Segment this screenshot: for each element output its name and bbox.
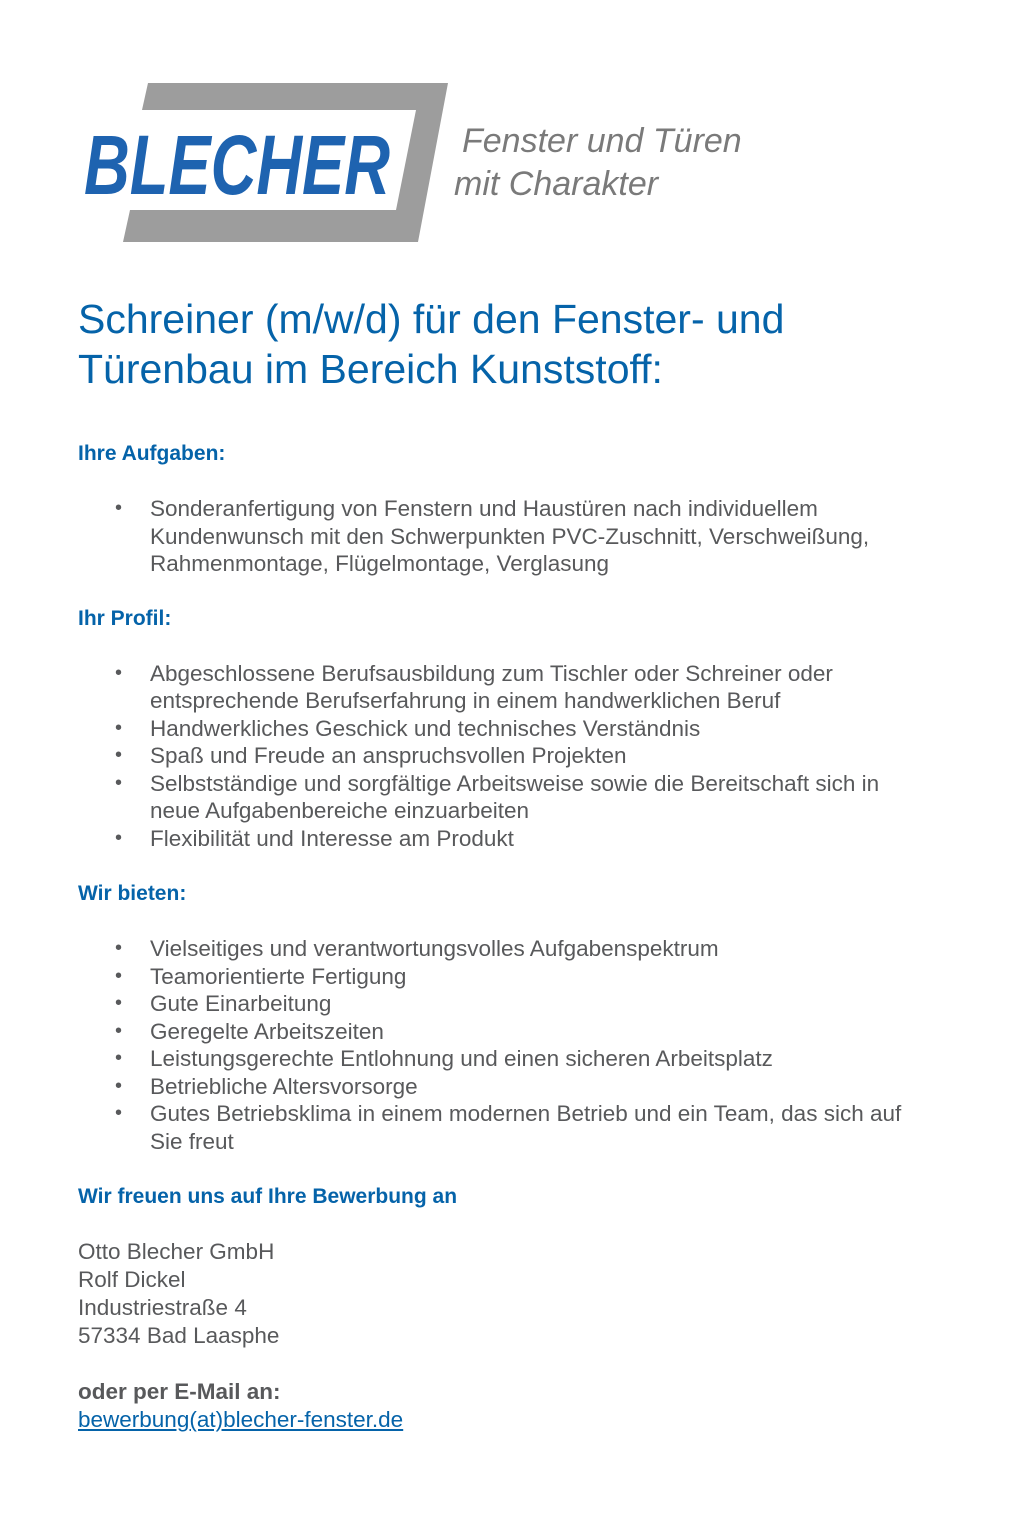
list-item-line: Vielseitiges und verantwortungsvolles Aufgabenspektrum <box>150 936 719 961</box>
list-item-line: Kundenwunsch mit den Schwerpunkten PVC-Zuschnitt, Verschweißung, <box>150 523 870 549</box>
page-title <box>78 294 968 394</box>
offer-list <box>78 935 968 1155</box>
logo-tagline-line2: mit Charakter <box>454 165 659 203</box>
list-item-line: Leistungsgerechte Entlohnung und einen sicheren Arbeitsplatz <box>150 1046 773 1071</box>
bullet-icon: • <box>115 771 123 794</box>
bullet-icon: • <box>115 1074 123 1097</box>
list-item-line: Gute Einarbeitung <box>150 991 332 1016</box>
bullet-icon: • <box>115 937 123 959</box>
list-item-line: Selbstständige und sorgfältige Arbeitsweise sowie die Bereitschaft sich in <box>150 770 880 796</box>
list-item-line: Gutes Betriebsklima in einem modernen Betrieb und ein Team, das sich auf <box>150 1101 902 1126</box>
bullet-icon: • <box>115 497 123 519</box>
bullet-icon: • <box>115 826 123 849</box>
list-item <box>115 990 968 1018</box>
job-posting <box>78 294 968 1434</box>
list-item-line: Geregelte Arbeitszeiten <box>150 1018 384 1044</box>
bullet-icon: • <box>115 1102 123 1124</box>
logo-graphic <box>78 80 778 250</box>
company-logo <box>78 80 778 250</box>
address-city: 57334 Bad Laasphe <box>78 1323 280 1348</box>
list-item <box>115 1018 968 1046</box>
list-item-line: neue Aufgabenbereiche einzuarbeiten <box>150 798 530 823</box>
list-item <box>115 963 968 991</box>
list-item-line: Handwerkliches Geschick und technisches Verständnis <box>150 715 701 741</box>
email-link[interactable]: bewerbung(at)blecher-fenster.de <box>78 1407 404 1432</box>
list-item <box>115 935 968 963</box>
list-item-line: Spaß und Freude an anspruchsvollen Projekten <box>150 743 627 768</box>
logo-tagline-line1: Fenster und Türen <box>462 122 742 160</box>
bullet-icon: • <box>115 964 123 987</box>
logo-brand-text: BLECHER <box>84 118 391 212</box>
bullet-icon: • <box>115 661 123 684</box>
bullet-icon: • <box>115 744 123 766</box>
list-item <box>115 825 968 853</box>
bullet-icon: • <box>115 992 123 1014</box>
list-item-line: Flexibilität und Interesse am Produkt <box>150 825 514 851</box>
postal-address <box>78 1238 968 1350</box>
address-contact: Rolf Dickel <box>78 1267 186 1292</box>
profile-heading: Ihr Profil: <box>78 606 172 630</box>
list-item-line: entsprechende Berufserfahrung in einem handwerklichen Beruf <box>150 688 781 713</box>
email-label: oder per E-Mail an: <box>78 1379 281 1404</box>
list-item <box>115 1045 968 1073</box>
list-item <box>115 495 968 578</box>
apply-heading: Wir freuen uns auf Ihre Bewerbung an <box>78 1185 458 1208</box>
list-item <box>115 770 968 825</box>
list-item-line: Rahmenmontage, Flügelmontage, Verglasung <box>150 551 610 576</box>
list-item-line: Betriebliche Altersvorsorge <box>150 1073 418 1099</box>
list-item-line: Sie freut <box>150 1128 234 1154</box>
title-line-1: Schreiner (m/w/d) für den Fenster- und <box>78 296 785 342</box>
list-item-line: Sonderanfertigung von Fenstern und Haustüren nach individuellem <box>150 496 818 521</box>
offer-heading: Wir bieten: <box>78 882 187 905</box>
bullet-icon: • <box>115 1019 123 1042</box>
address-company: Otto Blecher GmbH <box>78 1239 275 1264</box>
title-line-2: Türenbau im Bereich Kunststoff: <box>78 346 663 392</box>
profile-list <box>78 660 968 853</box>
address-street: Industriestraße 4 <box>78 1295 247 1320</box>
list-item <box>115 742 968 770</box>
bullet-icon: • <box>115 716 123 739</box>
tasks-list <box>78 495 968 578</box>
bullet-icon: • <box>115 1047 123 1069</box>
list-item-line: Teamorientierte Fertigung <box>150 963 407 989</box>
list-item <box>115 1073 968 1101</box>
list-item-line: Abgeschlossene Berufsausbildung zum Tischler oder Schreiner oder <box>150 660 833 686</box>
list-item <box>115 715 968 743</box>
list-item <box>115 660 968 715</box>
list-item <box>115 1100 968 1155</box>
tasks-heading: Ihre Aufgaben: <box>78 442 226 465</box>
